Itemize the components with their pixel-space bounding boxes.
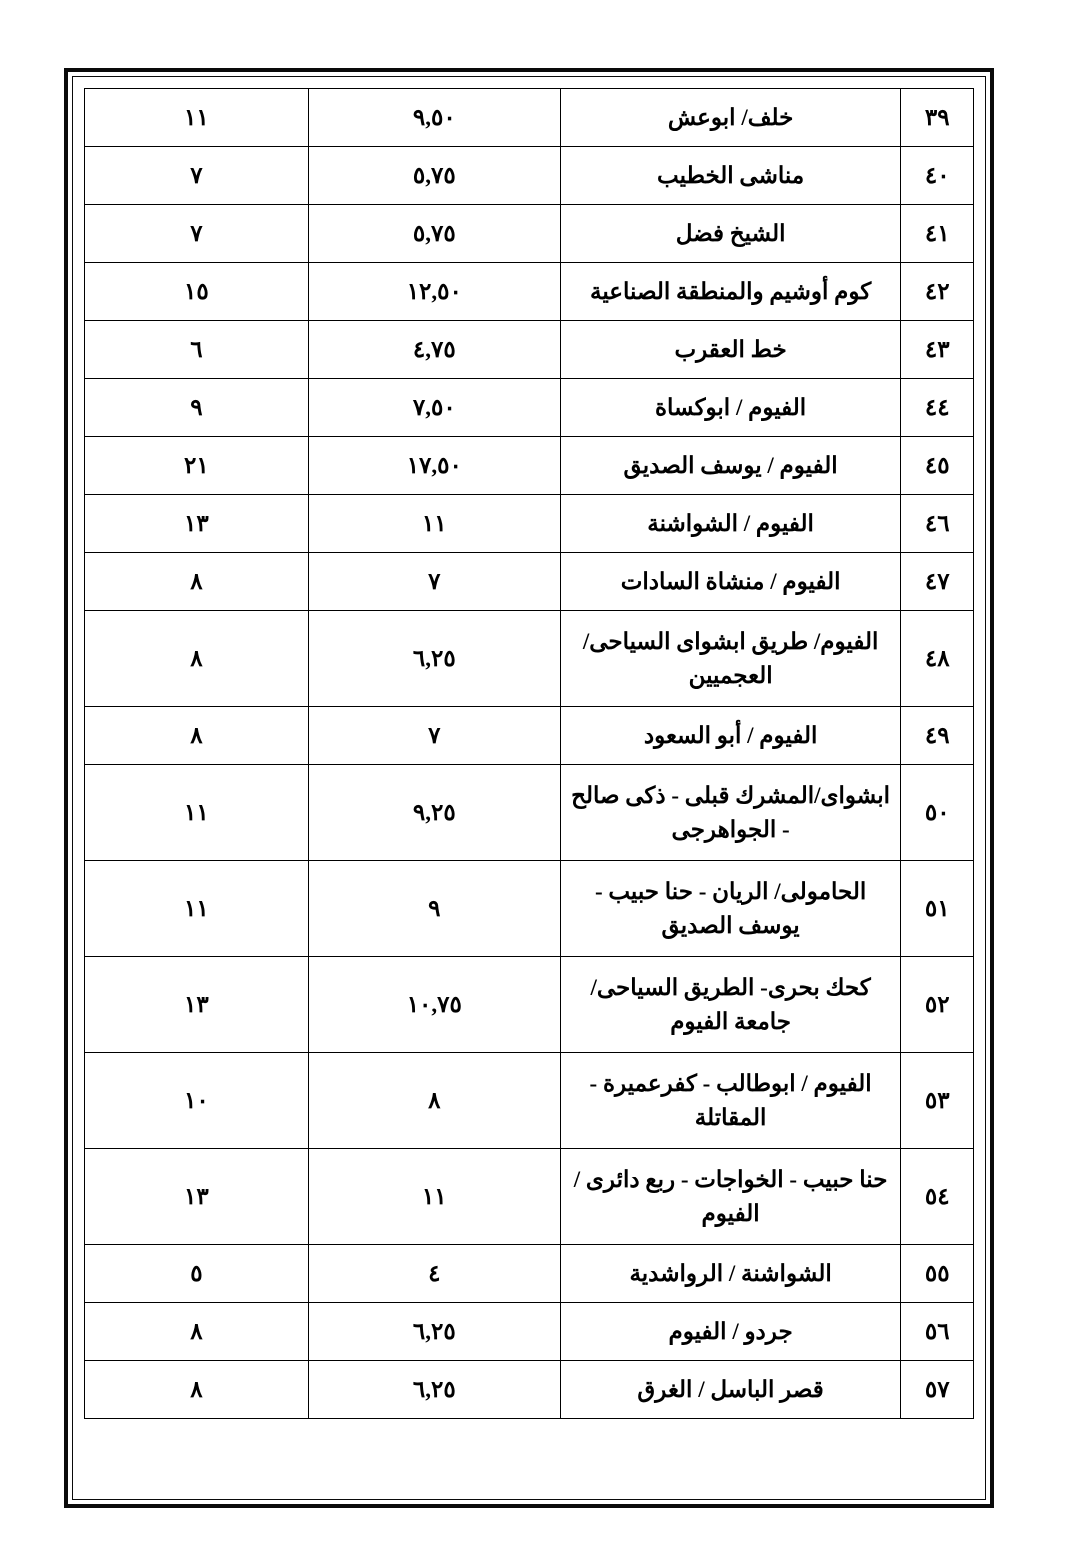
cell-serial: ٥٧	[901, 1361, 974, 1419]
cell-count: ٨	[85, 707, 309, 765]
cell-route-name: كوم أوشيم والمنطقة الصناعية	[560, 263, 901, 321]
cell-serial: ٤٠	[901, 147, 974, 205]
cell-count: ٢١	[85, 437, 309, 495]
cell-route-name: جردو / الفيوم	[560, 1303, 901, 1361]
table-row	[85, 553, 974, 611]
table-row	[85, 263, 974, 321]
cell-count: ١١	[85, 89, 309, 147]
cell-value: ٩,٥٠	[308, 89, 560, 147]
table-row	[85, 707, 974, 765]
cell-route-name: حنا حبيب - الخواجات - ربع دائرى / الفيوم	[560, 1149, 901, 1245]
cell-value: ١٢,٥٠	[308, 263, 560, 321]
table-row	[85, 1361, 974, 1419]
cell-value: ٦,٢٥	[308, 611, 560, 707]
table-row	[85, 437, 974, 495]
cell-count: ١٥	[85, 263, 309, 321]
cell-value: ١١	[308, 495, 560, 553]
cell-route-name: مناشى الخطيب	[560, 147, 901, 205]
cell-serial: ٥٠	[901, 765, 974, 861]
cell-route-name: الفيوم/ طريق ابشواى السياحى/ العجميين	[560, 611, 901, 707]
table-row	[85, 957, 974, 1053]
cell-value: ١٠,٧٥	[308, 957, 560, 1053]
table-body	[85, 89, 974, 1419]
cell-serial: ٤٥	[901, 437, 974, 495]
cell-serial: ٤٩	[901, 707, 974, 765]
table-row	[85, 1149, 974, 1245]
cell-serial: ٥٦	[901, 1303, 974, 1361]
cell-count: ١٠	[85, 1053, 309, 1149]
cell-count: ٨	[85, 611, 309, 707]
cell-serial: ٥٥	[901, 1245, 974, 1303]
cell-value: ٤	[308, 1245, 560, 1303]
cell-route-name: الفيوم / منشاة السادات	[560, 553, 901, 611]
cell-route-name: الفيوم / أبو السعود	[560, 707, 901, 765]
cell-value: ٧,٥٠	[308, 379, 560, 437]
data-table	[84, 88, 974, 1419]
table-row	[85, 1245, 974, 1303]
cell-count: ١١	[85, 765, 309, 861]
table-row	[85, 611, 974, 707]
cell-count: ٦	[85, 321, 309, 379]
cell-count: ١٣	[85, 1149, 309, 1245]
cell-serial: ٤٧	[901, 553, 974, 611]
cell-serial: ٤٤	[901, 379, 974, 437]
cell-value: ٦,٢٥	[308, 1361, 560, 1419]
cell-count: ٨	[85, 1361, 309, 1419]
cell-serial: ٤٨	[901, 611, 974, 707]
cell-serial: ٤٢	[901, 263, 974, 321]
cell-serial: ٥٤	[901, 1149, 974, 1245]
cell-count: ١٣	[85, 495, 309, 553]
cell-route-name: الفيوم / يوسف الصديق	[560, 437, 901, 495]
cell-count: ٧	[85, 147, 309, 205]
table-row	[85, 89, 974, 147]
cell-route-name: ابشواى/المشرك قبلى - ذكى صالح - الجواهرجى	[560, 765, 901, 861]
cell-serial: ٤٣	[901, 321, 974, 379]
cell-value: ٤,٧٥	[308, 321, 560, 379]
cell-count: ٨	[85, 553, 309, 611]
cell-count: ٩	[85, 379, 309, 437]
table-row	[85, 205, 974, 263]
cell-value: ١٧,٥٠	[308, 437, 560, 495]
table-row	[85, 495, 974, 553]
cell-serial: ٥٢	[901, 957, 974, 1053]
cell-route-name: قصر الباسل / الغرق	[560, 1361, 901, 1419]
cell-count: ٥	[85, 1245, 309, 1303]
cell-value: ٧	[308, 553, 560, 611]
cell-serial: ٣٩	[901, 89, 974, 147]
cell-route-name: الشيخ فضل	[560, 205, 901, 263]
cell-value: ٦,٢٥	[308, 1303, 560, 1361]
cell-route-name: كحك بحرى- الطريق السياحى/ جامعة الفيوم	[560, 957, 901, 1053]
cell-route-name: الحامولى/ الريان - حنا حبيب - يوسف الصديق	[560, 861, 901, 957]
table-container	[84, 88, 974, 1488]
cell-value: ٩,٢٥	[308, 765, 560, 861]
cell-value: ٥,٧٥	[308, 205, 560, 263]
page-border	[64, 68, 994, 1508]
cell-value: ١١	[308, 1149, 560, 1245]
cell-value: ٧	[308, 707, 560, 765]
cell-count: ١١	[85, 861, 309, 957]
cell-route-name: الفيوم / ابوطالب - كفرعميرة - المقاتلة	[560, 1053, 901, 1149]
cell-count: ٧	[85, 205, 309, 263]
cell-route-name: الفيوم / ابوكساة	[560, 379, 901, 437]
cell-serial: ٤٦	[901, 495, 974, 553]
table-row	[85, 765, 974, 861]
cell-value: ٥,٧٥	[308, 147, 560, 205]
cell-route-name: خلف/ ابوعش	[560, 89, 901, 147]
table-row	[85, 861, 974, 957]
table-row	[85, 1303, 974, 1361]
cell-route-name: الفيوم / الشواشنة	[560, 495, 901, 553]
cell-route-name: خط العقرب	[560, 321, 901, 379]
table-row	[85, 379, 974, 437]
cell-serial: ٥١	[901, 861, 974, 957]
cell-count: ٨	[85, 1303, 309, 1361]
table-row	[85, 1053, 974, 1149]
cell-route-name: الشواشنة / الرواشدية	[560, 1245, 901, 1303]
cell-count: ١٣	[85, 957, 309, 1053]
cell-serial: ٤١	[901, 205, 974, 263]
cell-value: ٩	[308, 861, 560, 957]
cell-serial: ٥٣	[901, 1053, 974, 1149]
table-row	[85, 147, 974, 205]
table-row	[85, 321, 974, 379]
cell-value: ٨	[308, 1053, 560, 1149]
